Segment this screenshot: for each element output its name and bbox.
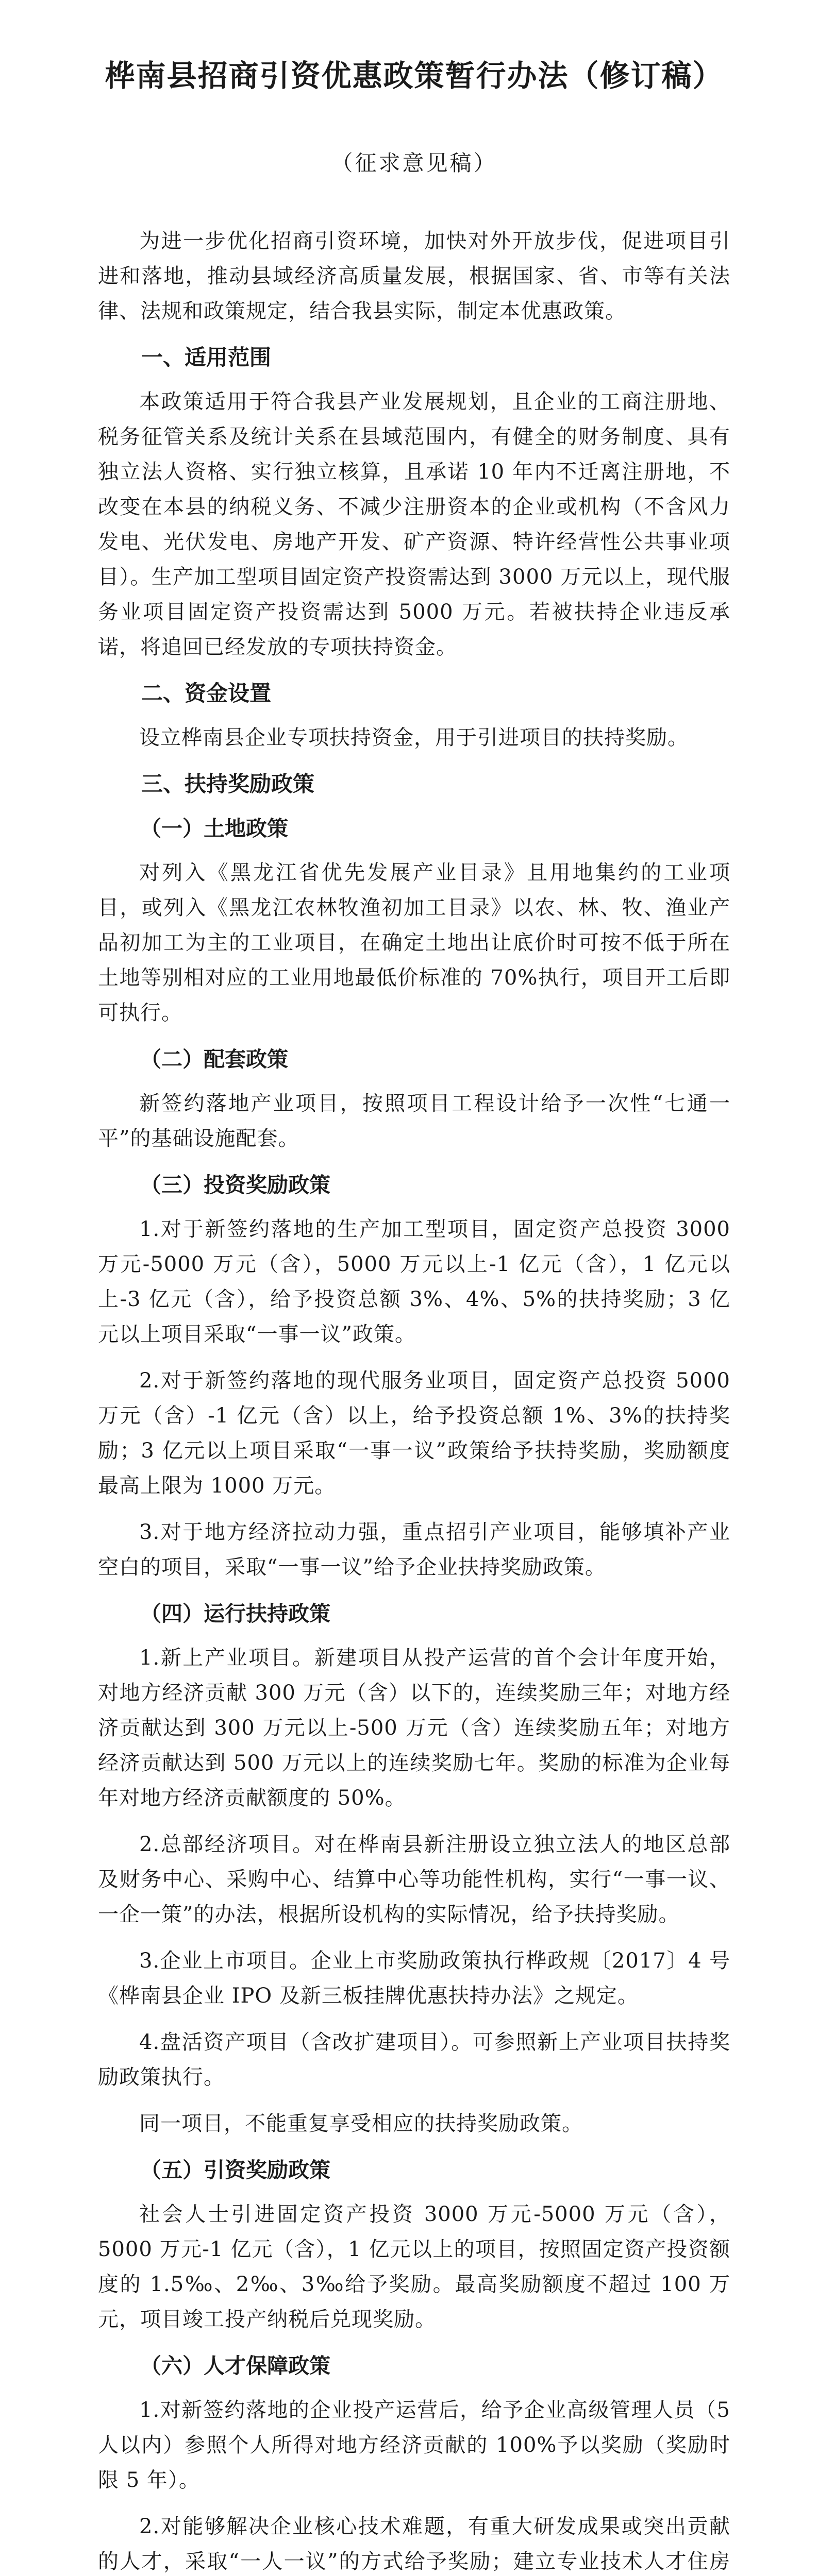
investment-paragraph-1: 1.对于新签约落地的生产加工型项目，固定资产总投资 3000 万元-5000 万元（含），5000 万元以上-1 亿元（含），1 亿元以上-3 亿元（含），给予投资总额 3%、4%、5%的扶持奖励；3 亿元以上项目采取“一事一议”政策。 — [98, 1217, 730, 1346]
subsection-heading-talent: （六）人才保障政策 — [140, 2353, 330, 2378]
land-paragraph: 对列入《黑龙江省优先发展产业目录》且用地集约的工业项目，或列入《黑龙江农林牧渔初加工目录》以农、林、牧、渔业产品初加工为主的工业项目，在确定土地出让底价时可按不低于所在土地等别相对应的工业用地最低价标准的 70%执行，项目开工后即可执行。 — [98, 861, 730, 1025]
section-heading-funds: 二、资金设置 — [141, 681, 272, 706]
operation-paragraph-2: 2.总部经济项目。对在桦南县新注册设立独立法人的地区总部及财务中心、采购中心、结算中心等功能性机构，实行“一事一议、一企一策”的办法，根据所设机构的实际情况，给予扶持奖励。 — [98, 1833, 730, 1926]
section-heading-scope: 一、适用范围 — [141, 345, 272, 370]
supporting-paragraph: 新签约落地产业项目，按照项目工程设计给予一次性“七通一平”的基础设施配套。 — [98, 1092, 730, 1150]
document-title: 桦南县招商引资优惠政策暂行办法（修订稿） — [105, 58, 724, 93]
subsection-heading-referral: （五）引资奖励政策 — [140, 2158, 330, 2182]
intro-paragraph: 为进一步优化招商引资环境，加快对外开放步伐，促进项目引进和落地，推动县域经济高质量发展，根据国家、省、市等有关法律、法规和政策规定，结合我县实际，制定本优惠政策。 — [98, 229, 730, 323]
operation-paragraph-1: 1.新上产业项目。新建项目从投产运营的首个会计年度开始，对地方经济贡献 300 万元（含）以下的，连续奖励三年；对地方经济贡献达到 300 万元以上-500 万元（含）连续奖励五年；对地方经济贡献达到 500 万元以上的连续奖励七年。奖励的标准为企业每年对地方经济贡献额度的 50%。 — [98, 1646, 730, 1810]
subsection-heading-supporting: （二）配套政策 — [140, 1047, 288, 1072]
scope-paragraph: 本政策适用于符合我县产业发展规划，且企业的工商注册地、税务征管关系及统计关系在县域范围内，有健全的财务制度、具有独立法人资格、实行独立核算，且承诺 10 年内不迁离注册地，不改变在本县的纳税义务、不减少注册资本的企业或机构（不含风力发电、光伏发电、房地产开发、矿产资源、特许经营性公共事业项目）。生产加工型项目固定资产投资需达到 3000 万元以上，现代服务业项目固定资产投资需达到 5000 万元。若被扶持企业违反承诺，将追回已经发放的专项扶持资金。 — [98, 390, 730, 659]
referral-paragraph: 社会人士引进固定资产投资 3000 万元-5000 万元（含），5000 万元-1 亿元（含），1 亿元以上的项目，按照固定资产投资额度的 1.5‰、2‰、3‰给予奖励。最高奖励额度不超过 100 万元，项目竣工投产纳税后兑现奖励。 — [98, 2202, 730, 2331]
investment-paragraph-2: 2.对于新签约落地的现代服务业项目，固定资产总投资 5000 万元（含）-1 亿元（含）以上，给予投资总额 1%、3%的扶持奖励；3 亿元以上项目采取“一事一议”政策给予扶持奖励，奖励额度最高上限为 1000 万元。 — [98, 1369, 730, 1498]
operation-paragraph-5: 同一项目，不能重复享受相应的扶持奖励政策。 — [139, 2112, 583, 2136]
subsection-heading-land: （一）土地政策 — [140, 816, 288, 841]
subsection-heading-investment: （三）投资奖励政策 — [140, 1173, 330, 1197]
funds-paragraph: 设立桦南县企业专项扶持资金，用于引进项目的扶持奖励。 — [139, 726, 689, 750]
talent-paragraph-2: 2.对能够解决企业核心技术难题，有重大研发成果或突出贡献的人才，采取“一人一议”的方式给予奖励；建立专业技术人才住房 — [98, 2515, 730, 2573]
subsection-heading-operation: （四）运行扶持政策 — [140, 1601, 330, 1626]
talent-paragraph-1: 1.对新签约落地的企业投产运营后，给予企业高级管理人员（5 人以内）参照个人所得对地方经济贡献的 100%予以奖励（奖励时限 5 年）。 — [98, 2398, 730, 2492]
section-heading-incentives: 三、扶持奖励政策 — [141, 771, 315, 796]
investment-paragraph-3: 3.对于地方经济拉动力强，重点招引产业项目，能够填补产业空白的项目，采取“一事一议”给予企业扶持奖励政策。 — [98, 1520, 730, 1579]
document-subtitle: （征求意见稿） — [331, 150, 497, 176]
operation-paragraph-4: 4.盘活资产项目（含改扩建项目）。可参照新上产业项目扶持奖励政策执行。 — [98, 2030, 730, 2089]
operation-paragraph-3: 3.企业上市项目。企业上市奖励政策执行桦政规〔2017〕4 号《桦南县企业 IPO 及新三板挂牌优惠扶持办法》之规定。 — [98, 1949, 730, 2008]
